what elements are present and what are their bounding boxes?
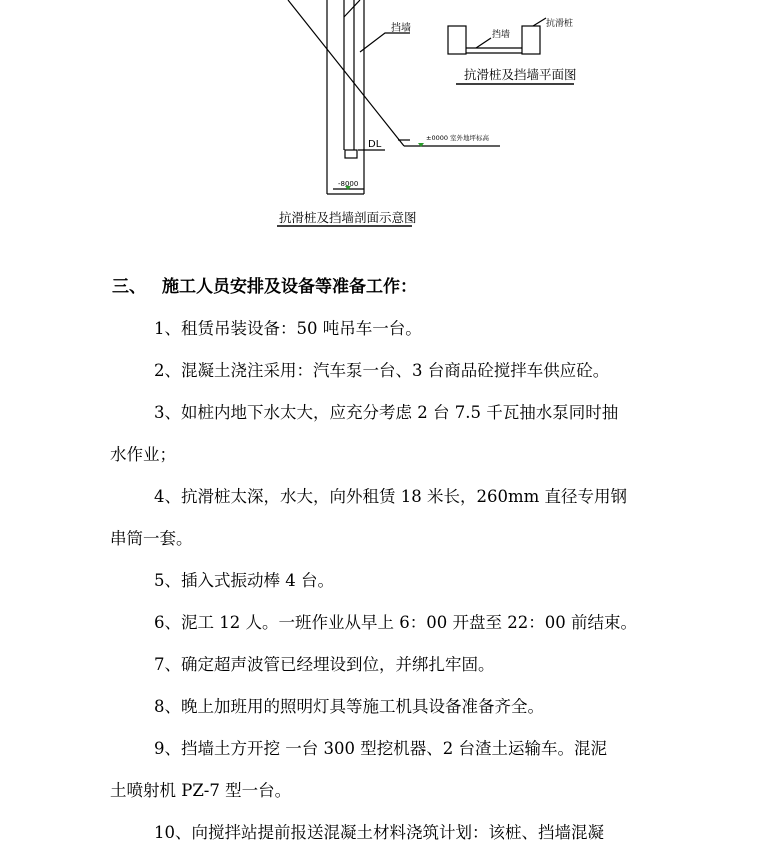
plan-caption: 抗滑桩及挡墙平面图 <box>464 67 577 82</box>
section-caption: 抗滑桩及挡墙剖面示意图 <box>279 210 417 225</box>
list-item: 4、抗滑桩太深，水大，向外租赁 18 米长，260mm 直径专用钢 <box>154 487 628 506</box>
list-item: 9、挡墙土方开挖 一台 300 型挖机器、2 台渣土运输车。混泥 <box>154 739 607 758</box>
plan-leader-pile <box>533 18 546 26</box>
label-wall: 挡墙 <box>391 23 411 34</box>
list-item: 1、租赁吊装设备：50 吨吊车一台。 <box>154 319 422 338</box>
list-item: 3、如桩内地下水太大，应充分考虑 2 台 7.5 千瓦抽水泵同时抽 <box>154 403 619 422</box>
section-title: 施工人员安排及设备等准备工作： <box>162 277 417 297</box>
drawing-figure <box>0 0 780 240</box>
plan-pile-right <box>522 26 540 54</box>
list-item: 10、向搅拌站提前报送混凝土材料浇筑计划：该桩、挡墙混凝 <box>154 823 604 842</box>
diagonal-left <box>288 0 404 146</box>
leader-wall <box>360 33 410 52</box>
list-item-continuation: 串筒一套。 <box>110 529 193 548</box>
plan-pile-left <box>448 26 466 54</box>
plan-label-wall: 挡墙 <box>492 30 511 40</box>
label-depth: -8000 <box>338 180 359 188</box>
list-item: 5、插入式振动棒 4 台。 <box>154 571 334 590</box>
section-heading <box>112 272 417 297</box>
list-item: 8、晚上加班用的照明灯具等施工机具设备准备齐全。 <box>154 697 544 716</box>
plan-leader-wall <box>476 38 491 48</box>
list-item: 7、确定超声波管已经埋设到位，并绑扎牢固。 <box>154 655 495 674</box>
list-item: 2、混凝土浇注采用：汽车泵一台、3 台商品砼搅拌车供应砼。 <box>154 361 610 380</box>
section-number: 三、 <box>112 277 146 297</box>
list-item-continuation: 土喷射机 PZ-7 型一台。 <box>110 781 292 800</box>
diagonal-right <box>344 0 360 17</box>
list-item-continuation: 水作业； <box>110 445 176 464</box>
plan-label-pile: 抗滑桩 <box>546 19 574 29</box>
list-item: 6、泥工 12 人。一班作业从早上 6：00 开盘至 22：00 前结束。 <box>154 613 637 632</box>
label-dl: DL <box>368 139 382 150</box>
dl-box <box>345 150 357 158</box>
label-elevation: ±0000 室外地坪标高 <box>426 134 490 142</box>
